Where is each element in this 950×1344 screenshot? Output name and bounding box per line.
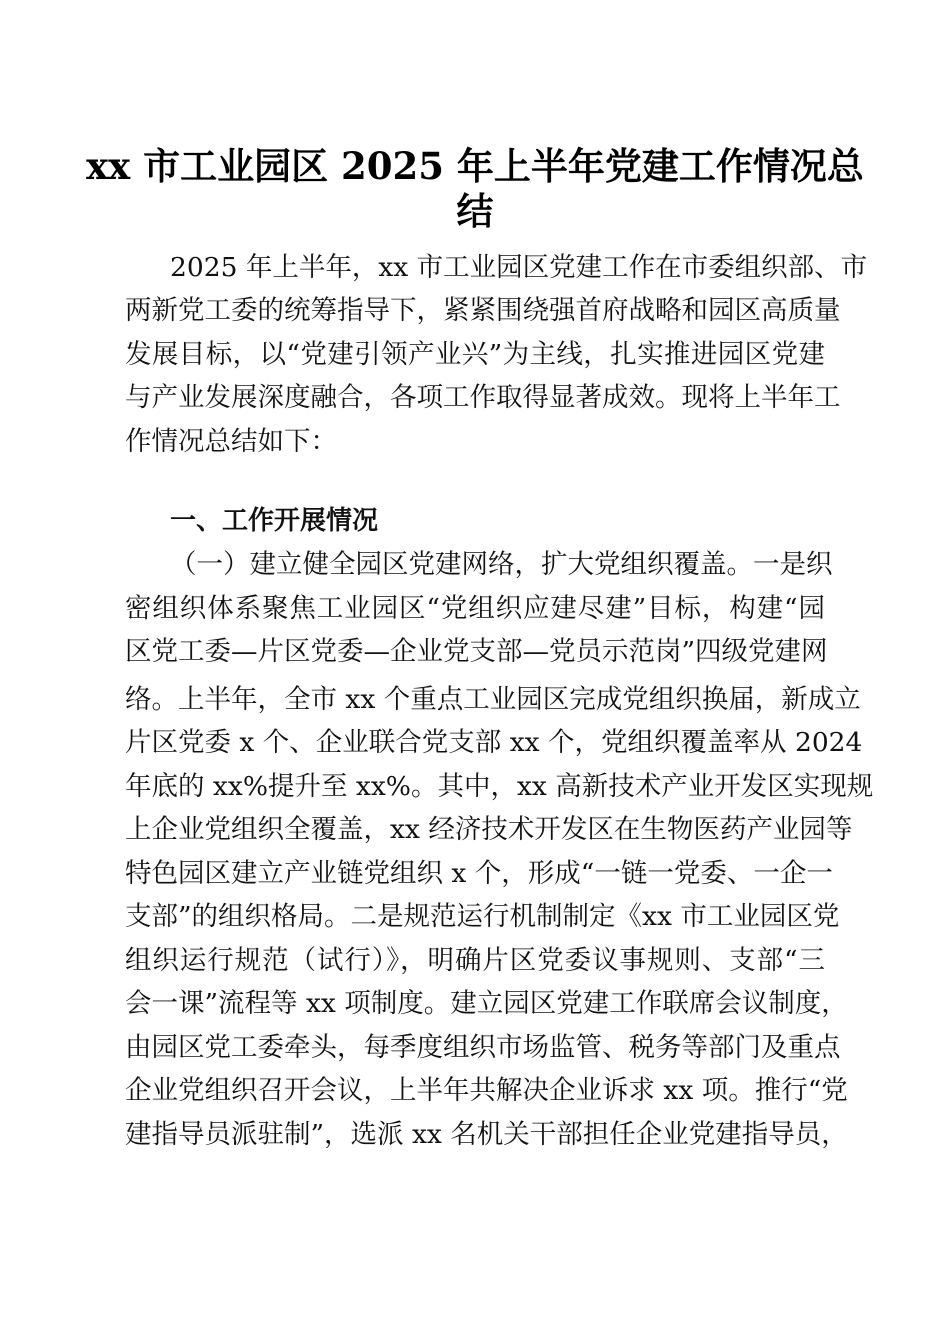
section-heading: 一、工作开展情况	[170, 506, 379, 536]
intro-line: 2025 年上半年，xx 市工业园区党建工作在市委组织部、市	[170, 252, 868, 283]
body-line: 区党工委—片区党委—企业党支部—党员示范岗”四级党建网	[125, 636, 828, 667]
body-line: 上企业党组织全覆盖，xx 经济技术开发区在生物医药产业园等	[125, 814, 853, 845]
body-line: 络。上半年，全市 xx 个重点工业园区完成党组织换届，新成立	[125, 684, 861, 715]
document-title-line-1: xx 市工业园区 2025 年上半年党建工作情况总	[86, 144, 864, 188]
body-line: 片区党委 x 个、企业联合党支部 xx 个，党组织覆盖率从 2024	[125, 727, 863, 758]
body-line: 特色园区建立产业链党组织 x 个，形成“一链一党委、一企一	[125, 858, 833, 889]
body-line: 建指导员派驻制”，选派 xx 名机关干部担任企业党建指导员，	[125, 1119, 848, 1150]
body-line: 由园区党工委牵头，每季度组织市场监管、税务等部门及重点	[125, 1032, 841, 1063]
intro-line: 发展目标，以“党建引领产业兴”为主线，扎实推进园区党建	[125, 339, 825, 370]
intro-line: 两新党工委的统筹指导下，紧紧围绕强首府战略和园区高质量	[125, 295, 841, 326]
body-line: 企业党组织召开会议，上半年共解决企业诉求 xx 项。推行“党	[125, 1075, 848, 1106]
body-line: （一）建立健全园区党建网络，扩大党组织覆盖。一是织	[170, 549, 833, 580]
body-line: 会一课”流程等 xx 项制度。建立园区党建工作联席会议制度，	[125, 988, 848, 1019]
body-line: 支部”的组织格局。二是规范运行机制制定《xx 市工业园区党	[125, 901, 840, 932]
body-line: 密组织体系聚焦工业园区“党组织应建尽建”目标，构建“园	[125, 593, 825, 624]
document-title-line-2: 结	[456, 189, 494, 233]
intro-line: 作情况总结如下：	[125, 426, 337, 457]
body-line: 年底的 xx%提升至 xx%。其中，xx 高新技术产业开发区实现规	[125, 771, 874, 802]
body-line: 组织运行规范（试行）》，明确片区党委议事规则、支部“三	[125, 945, 825, 976]
intro-line: 与产业发展深度融合，各项工作取得显著成效。现将上半年工	[125, 382, 841, 413]
